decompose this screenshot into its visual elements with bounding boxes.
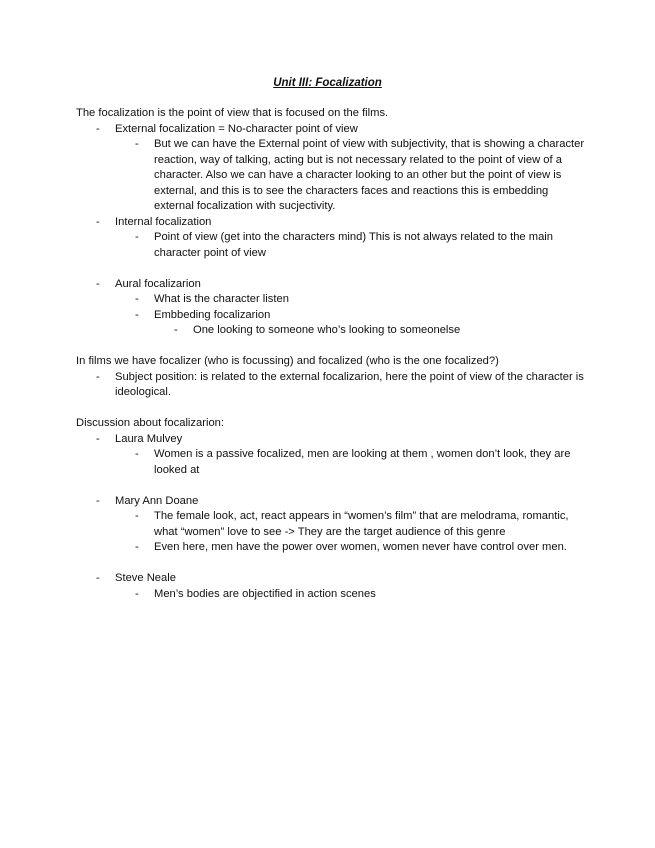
list-item <box>154 540 586 556</box>
list-item <box>115 122 586 215</box>
list-item <box>115 571 586 602</box>
internal-focalization-detail: Point of view (get into the characters mind) This is not always related to the main character point of view <box>154 231 554 259</box>
list-item <box>115 370 586 401</box>
focalization-types-list <box>76 122 586 339</box>
list-item <box>154 587 586 603</box>
list-item <box>154 137 586 215</box>
list-item <box>154 509 586 540</box>
document-title: Unit III: Focalization <box>273 77 382 89</box>
aural-detail: Embbeding focalizarion <box>154 308 271 321</box>
aural-focalization-label: Aural focalizarion <box>115 277 201 290</box>
list-item <box>115 494 586 572</box>
list-item <box>154 447 586 478</box>
theorist-point: Women is a passive focalized, men are looking at them , women don’t look, they are looked at <box>154 448 571 476</box>
theorist-name: Laura Mulvey <box>115 432 183 445</box>
theorists-list <box>76 432 586 603</box>
list-item <box>115 432 586 494</box>
theorist-point: Even here, men have the power over women, women never have control over men. <box>154 541 567 553</box>
theorist-name: Steve Neale <box>115 572 176 584</box>
theorist-name: Mary Ann Doane <box>115 494 199 507</box>
aural-detail: What is the character listen <box>154 293 289 305</box>
subject-position-text: Subject position: is related to the external focalizarion, here the point of view of the character is ideological. <box>115 370 584 398</box>
aural-detail: One looking to someone who’s looking to someonelse <box>193 324 461 336</box>
internal-focalization-label: Internal focalization <box>115 215 212 228</box>
list-item <box>115 215 586 277</box>
list-item <box>154 308 586 339</box>
list-item <box>193 323 586 339</box>
list-item <box>154 230 586 261</box>
focalizer-text: In films we have focalizer (who is focussing) and focalized (who is the one focalized?) <box>76 355 499 367</box>
external-focalization-label: External focalization = No-character point of view <box>115 122 358 135</box>
list-item <box>115 277 586 339</box>
document-body <box>76 106 586 602</box>
theorist-point: The female look, act, react appears in “women’s film” that are melodrama, romantic, what “women” love to see -> They are the target audience of this genre <box>154 510 569 538</box>
intro-text: The focalization is the point of view that is focused on the films. <box>76 107 389 119</box>
theorist-point: Men’s bodies are objectified in action scenes <box>154 587 376 600</box>
discussion-heading: Discussion about focalizarion: <box>76 417 224 429</box>
list-item <box>154 292 586 308</box>
external-focalization-detail: But we can have the External point of view with subjectivity, that is showing a character reaction, way of talking, acting but is not necessary related to the point of view of a character. Also we can have a character looking to an other but the point of view is external, and this is to see the characters faces and reactions this is embedding external focalization with sucjectivity. <box>154 138 585 212</box>
